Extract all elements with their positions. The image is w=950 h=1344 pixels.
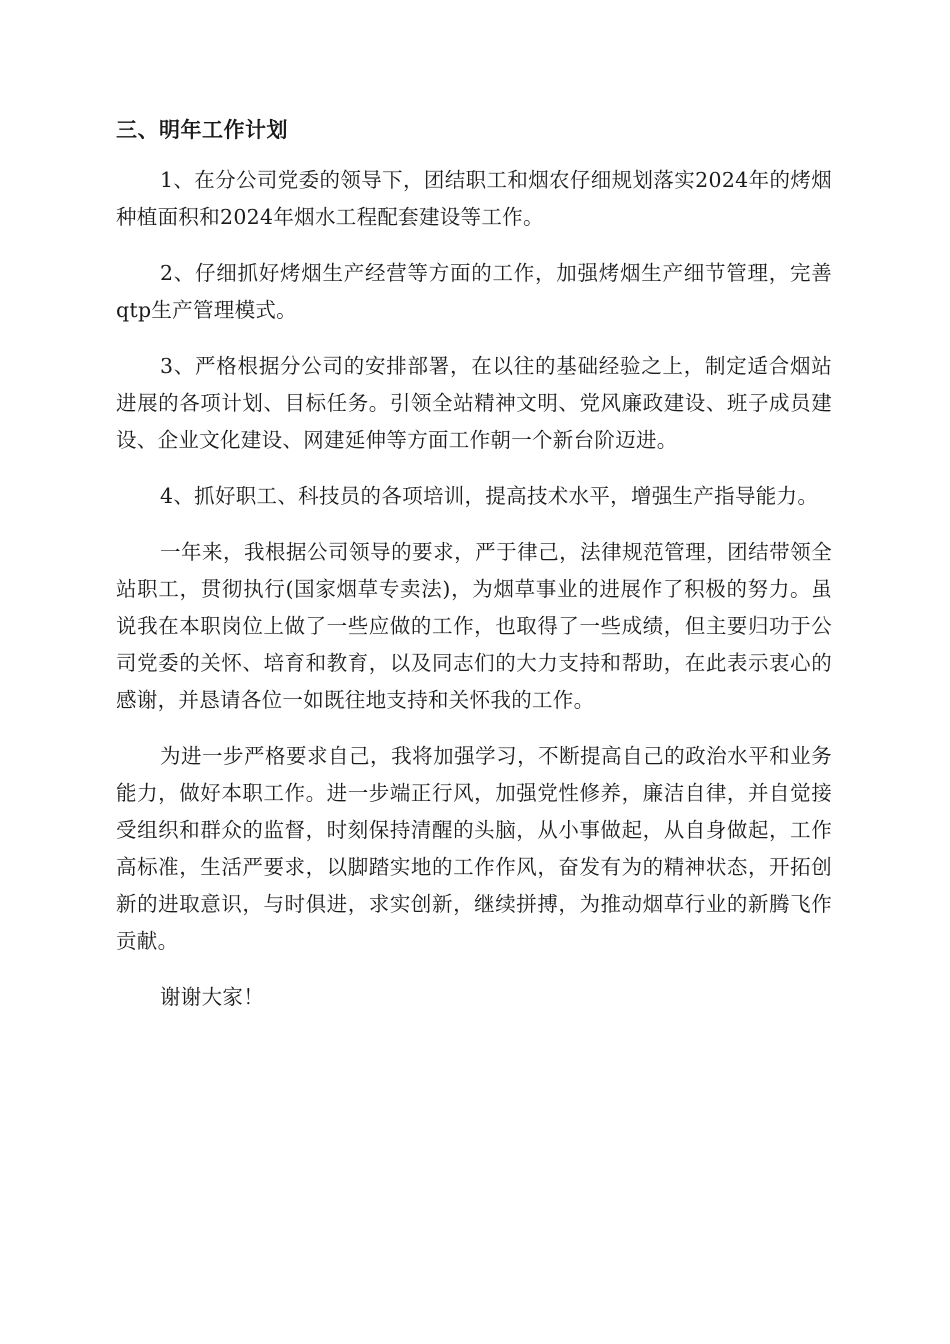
plan-item-1: 1、在分公司党委的领导下，团结职工和烟农仔细规划落实2024年的烤烟种植面积和2024年烟水工程配套建设等工作。 — [116, 168, 832, 229]
plan-item-2: 2、仔细抓好烤烟生产经营等方面的工作，加强烤烟生产细节管理，完善qtp生产管理模式。 — [116, 261, 832, 322]
plan-item-4: 4、抓好职工、科技员的各项培训，提高技术水平，增强生产指导能力。 — [160, 484, 819, 508]
summary-paragraph: 一年来，我根据公司领导的要求，严于律己，法律规范管理，团结带领全站职工，贯彻执行(国家烟草专卖法)，为烟草事业的进展作了积极的努力。虽说我在本职岗位上做了一些应做的工作，也取得了一些成绩，但主要归功于公司党委的关怀、培育和教育，以及同志们的大力支持和帮助，在此表示衷心的感谢，并恳请各位一如既往地支持和关怀我的工作。 — [116, 540, 832, 712]
document-body — [116, 112, 832, 1035]
closing-thanks: 谢谢大家！ — [160, 985, 264, 1009]
commitment-paragraph: 为进一步严格要求自己，我将加强学习，不断提高自己的政治水平和业务能力，做好本职工作。进一步端正行风，加强党性修养，廉洁自律，并自觉接受组织和群众的监督，时刻保持清醒的头脑，从小事做起，从自身做起，工作高标准，生活严要求，以脚踏实地的工作作风，奋发有为的精神状态，开拓创新的进取意识，与时俱进，求实创新，继续拼搏，为推动烟草行业的新腾飞作贡献。 — [116, 744, 832, 953]
section-heading: 三、明年工作计划 — [116, 118, 288, 142]
plan-item-3: 3、严格根据分公司的安排部署，在以往的基础经验之上，制定适合烟站进展的各项计划、目标任务。引领全站精神文明、党风廉政建设、班子成员建设、企业文化建设、网建延伸等方面工作朝一个新台阶迈进。 — [116, 354, 832, 452]
